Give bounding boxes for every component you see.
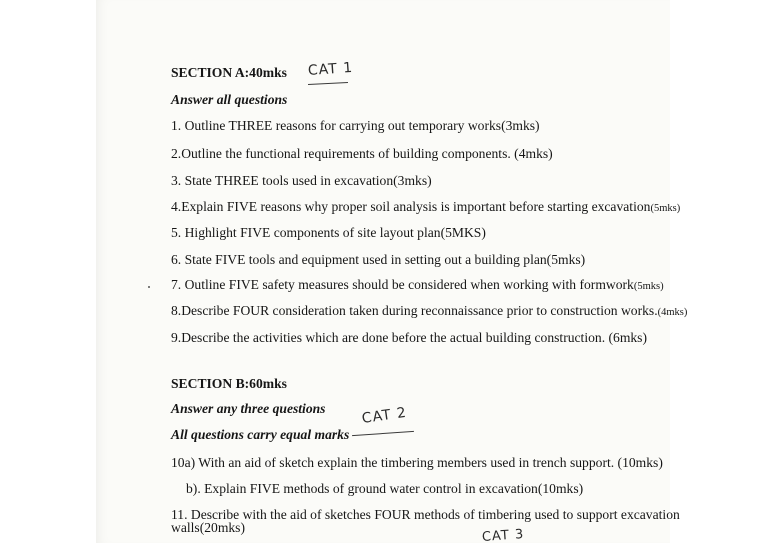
question-4: [171, 199, 680, 217]
question-9: 9.Describe the activities which are done before the actual building construction. (6mks): [171, 330, 648, 345]
question-4-marks: (5mks): [650, 203, 681, 214]
question-7-text: 7. Outline FIVE safety measures should be considered when working with formwork: [171, 277, 634, 292]
question-10b: b). Explain FIVE methods of ground water control in excavation(10mks): [186, 481, 584, 496]
question-8-text: 8.Describe FOUR consideration taken during reconnaissance prior to construction works.: [171, 303, 658, 318]
question-4-text: 4.Explain FIVE reasons why proper soil analysis is important before starting excavation: [171, 199, 651, 214]
section-b-heading: SECTION B:60mks: [171, 376, 287, 391]
section-b-instruction-2: All questions carry equal marks: [171, 427, 350, 442]
cat-2-annotation: CAT 2: [360, 404, 408, 427]
question-2: 2.Outline the functional requirements of building components. (4mks): [171, 146, 553, 161]
question-7-marks: (5mks): [633, 281, 664, 292]
section-a-heading: SECTION A:40mks: [171, 65, 287, 80]
section-b-instruction-1: Answer any three questions: [171, 401, 326, 416]
question-10a: 10a) With an aid of sketch explain the timbering members used in trench support. (10mks): [171, 455, 663, 470]
cat-1-annotation: CAT 1: [307, 59, 354, 79]
section-a-instruction: Answer all questions: [171, 92, 288, 107]
question-5: 5. Highlight FIVE components of site layout plan(5MKS): [171, 225, 486, 240]
question-3: 3. State THREE tools used in excavation(3mks): [171, 173, 432, 188]
ink-dot: [148, 286, 150, 288]
question-7: [171, 277, 664, 295]
cat-3-annotation: CAT 3: [481, 527, 525, 545]
question-8: [171, 303, 687, 321]
question-8-marks: (4mks): [657, 307, 688, 318]
question-6: 6. State FIVE tools and equipment used in setting out a building plan(5mks): [171, 252, 586, 267]
question-1: 1. Outline THREE reasons for carrying out temporary works(3mks): [171, 118, 540, 133]
question-11: 11. Describe with the aid of sketches FOUR methods of timbering used to support excavation: [171, 507, 680, 522]
question-11-continued: walls(20mks): [171, 520, 246, 535]
